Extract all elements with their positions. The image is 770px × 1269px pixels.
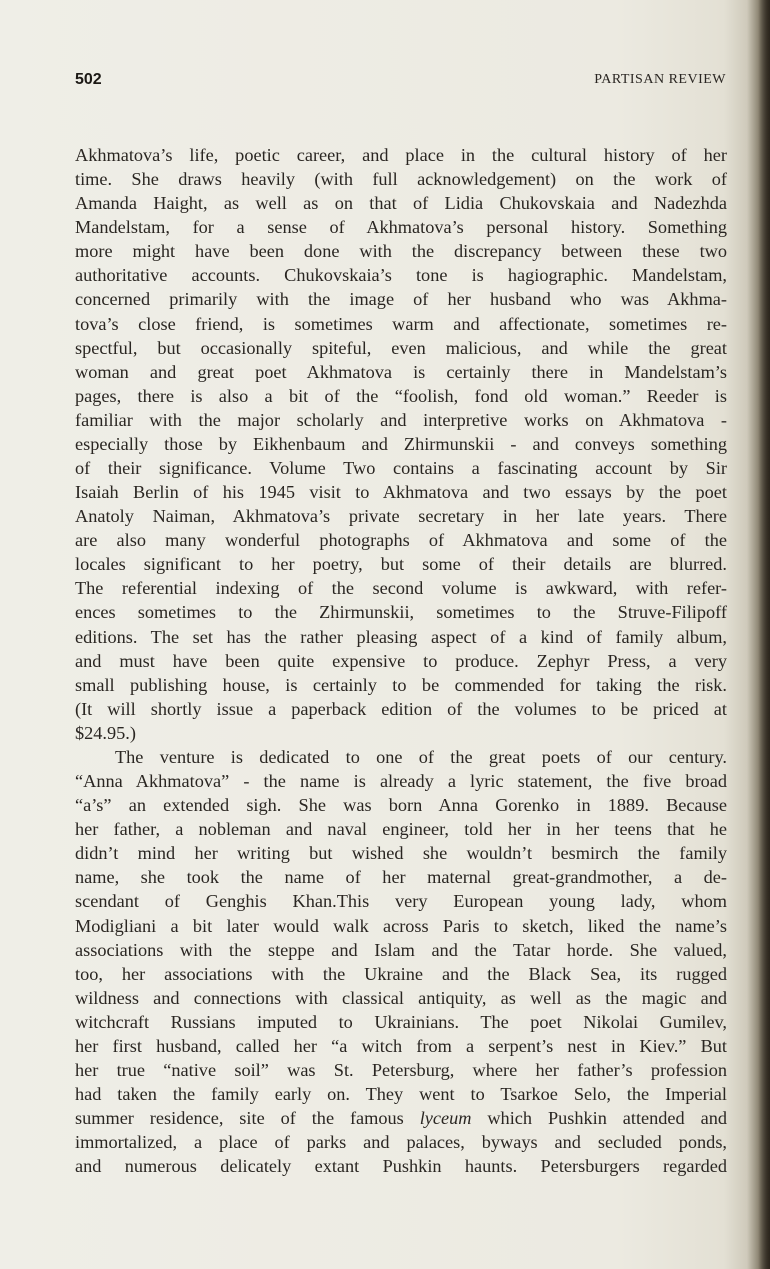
text-line: had taken the family early on. They went to Tsarkoe Selo, the Imperial <box>75 1084 727 1105</box>
text-line: The venture is dedicated to one of the great poets of our century. <box>115 746 727 767</box>
text-line: ences sometimes to the Zhirmunskii, sometimes to the Struve-Filipoff <box>75 602 727 623</box>
book-spine-shadow <box>758 0 770 1269</box>
text-line: wildness and connections with classical antiquity, as well as the magic and <box>75 987 727 1008</box>
text-line: of their significance. Volume Two contains a fascinating account by Sir <box>75 458 727 479</box>
text-line: Isaiah Berlin of his 1945 visit to Akhmatova and two essays by the poet <box>75 482 727 503</box>
text-line: Anatoly Naiman, Akhmatova’s private secretary in her late years. There <box>75 506 727 527</box>
text-line: scendant of Genghis Khan.This very European young lady, whom <box>75 891 727 912</box>
text-line: summer residence, site of the famous lyceum which Pushkin attended and <box>75 1108 727 1129</box>
text-line: locales significant to her poetry, but some of their details are blurred. <box>75 554 727 575</box>
text-line: her father, a nobleman and naval engineer, told her in her teens that he <box>75 819 727 840</box>
text-line: “a’s” an extended sigh. She was born Anna Gorenko in 1889. Because <box>75 795 727 816</box>
text-line: associations with the steppe and Islam and the Tatar horde. She valued, <box>75 939 727 960</box>
text-line: The referential indexing of the second volume is awkward, with refer- <box>75 578 727 599</box>
text-line: Mandelstam, for a sense of Akhmatova’s personal history. Something <box>75 217 727 238</box>
text-line: Amanda Haight, as well as on that of Lidia Chukovskaia and Nadezhda <box>75 193 727 214</box>
text-line: time. She draws heavily (with full acknowledgement) on the work of <box>75 169 727 190</box>
text-line: concerned primarily with the image of her husband who was Akhma- <box>75 289 727 310</box>
page-number: 502 <box>75 71 102 88</box>
text-line: too, her associations with the Ukraine and the Black Sea, its rugged <box>75 963 727 984</box>
text-line: Modigliani a bit later would walk across Paris to sketch, liked the name’s <box>75 915 727 936</box>
text-line: small publishing house, is certainly to be commended for taking the risk. <box>75 674 727 695</box>
text-line: more might have been done with the discrepancy between these two <box>75 241 727 262</box>
italic-word: lyceum <box>419 1108 472 1129</box>
text-line: pages, there is also a bit of the “foolish, fond old woman.” Reeder is <box>75 385 727 406</box>
text-line: didn’t mind her writing but wished she wouldn’t besmirch the family <box>75 843 727 864</box>
text-line: her true “native soil” was St. Petersburg, where her father’s profession <box>75 1059 727 1080</box>
text-line: name, she took the name of her maternal great-grandmother, a de- <box>75 867 727 888</box>
text-line: $24.95.) <box>75 722 136 743</box>
text-line: authoritative accounts. Chukovskaia’s tone is hagiographic. Mandelstam, <box>75 265 727 286</box>
text-line: woman and great poet Akhmatova is certainly there in Mandelstam’s <box>75 361 727 382</box>
text-line: Akhmatova’s life, poetic career, and place in the cultural history of her <box>75 145 727 165</box>
text-line: familiar with the major scholarly and interpretive works on Akhmatova - <box>75 409 727 430</box>
text-line: are also many wonderful photographs of Akhmatova and some of the <box>75 530 727 551</box>
body-text <box>75 143 727 1178</box>
page-header <box>75 71 726 95</box>
text-line: especially those by Eikhenbaum and Zhirmunskii - and conveys something <box>75 433 727 454</box>
text-line: and must have been quite expensive to produce. Zephyr Press, a very <box>75 650 727 671</box>
text-line: “Anna Akhmatova” - the name is already a lyric statement, the five broad <box>75 771 727 792</box>
text-line: immortalized, a place of parks and palaces, byways and secluded ponds, <box>75 1132 727 1153</box>
running-head: PARTISAN REVIEW <box>594 72 726 87</box>
text-line: witchcraft Russians imputed to Ukrainians. The poet Nikolai Gumilev, <box>75 1011 727 1032</box>
text-line: (It will shortly issue a paperback edition of the volumes to be priced at <box>75 698 727 719</box>
text-line: spectful, but occasionally spiteful, even malicious, and while the great <box>75 337 727 358</box>
text-line: tova’s close friend, is sometimes warm and affectionate, sometimes re- <box>75 313 727 334</box>
text-line: and numerous delicately extant Pushkin haunts. Petersburgers regarded <box>75 1156 727 1177</box>
text-line: editions. The set has the rather pleasing aspect of a kind of family album, <box>75 626 727 647</box>
text-line: her first husband, called her “a witch from a serpent’s nest in Kiev.” But <box>75 1035 727 1056</box>
